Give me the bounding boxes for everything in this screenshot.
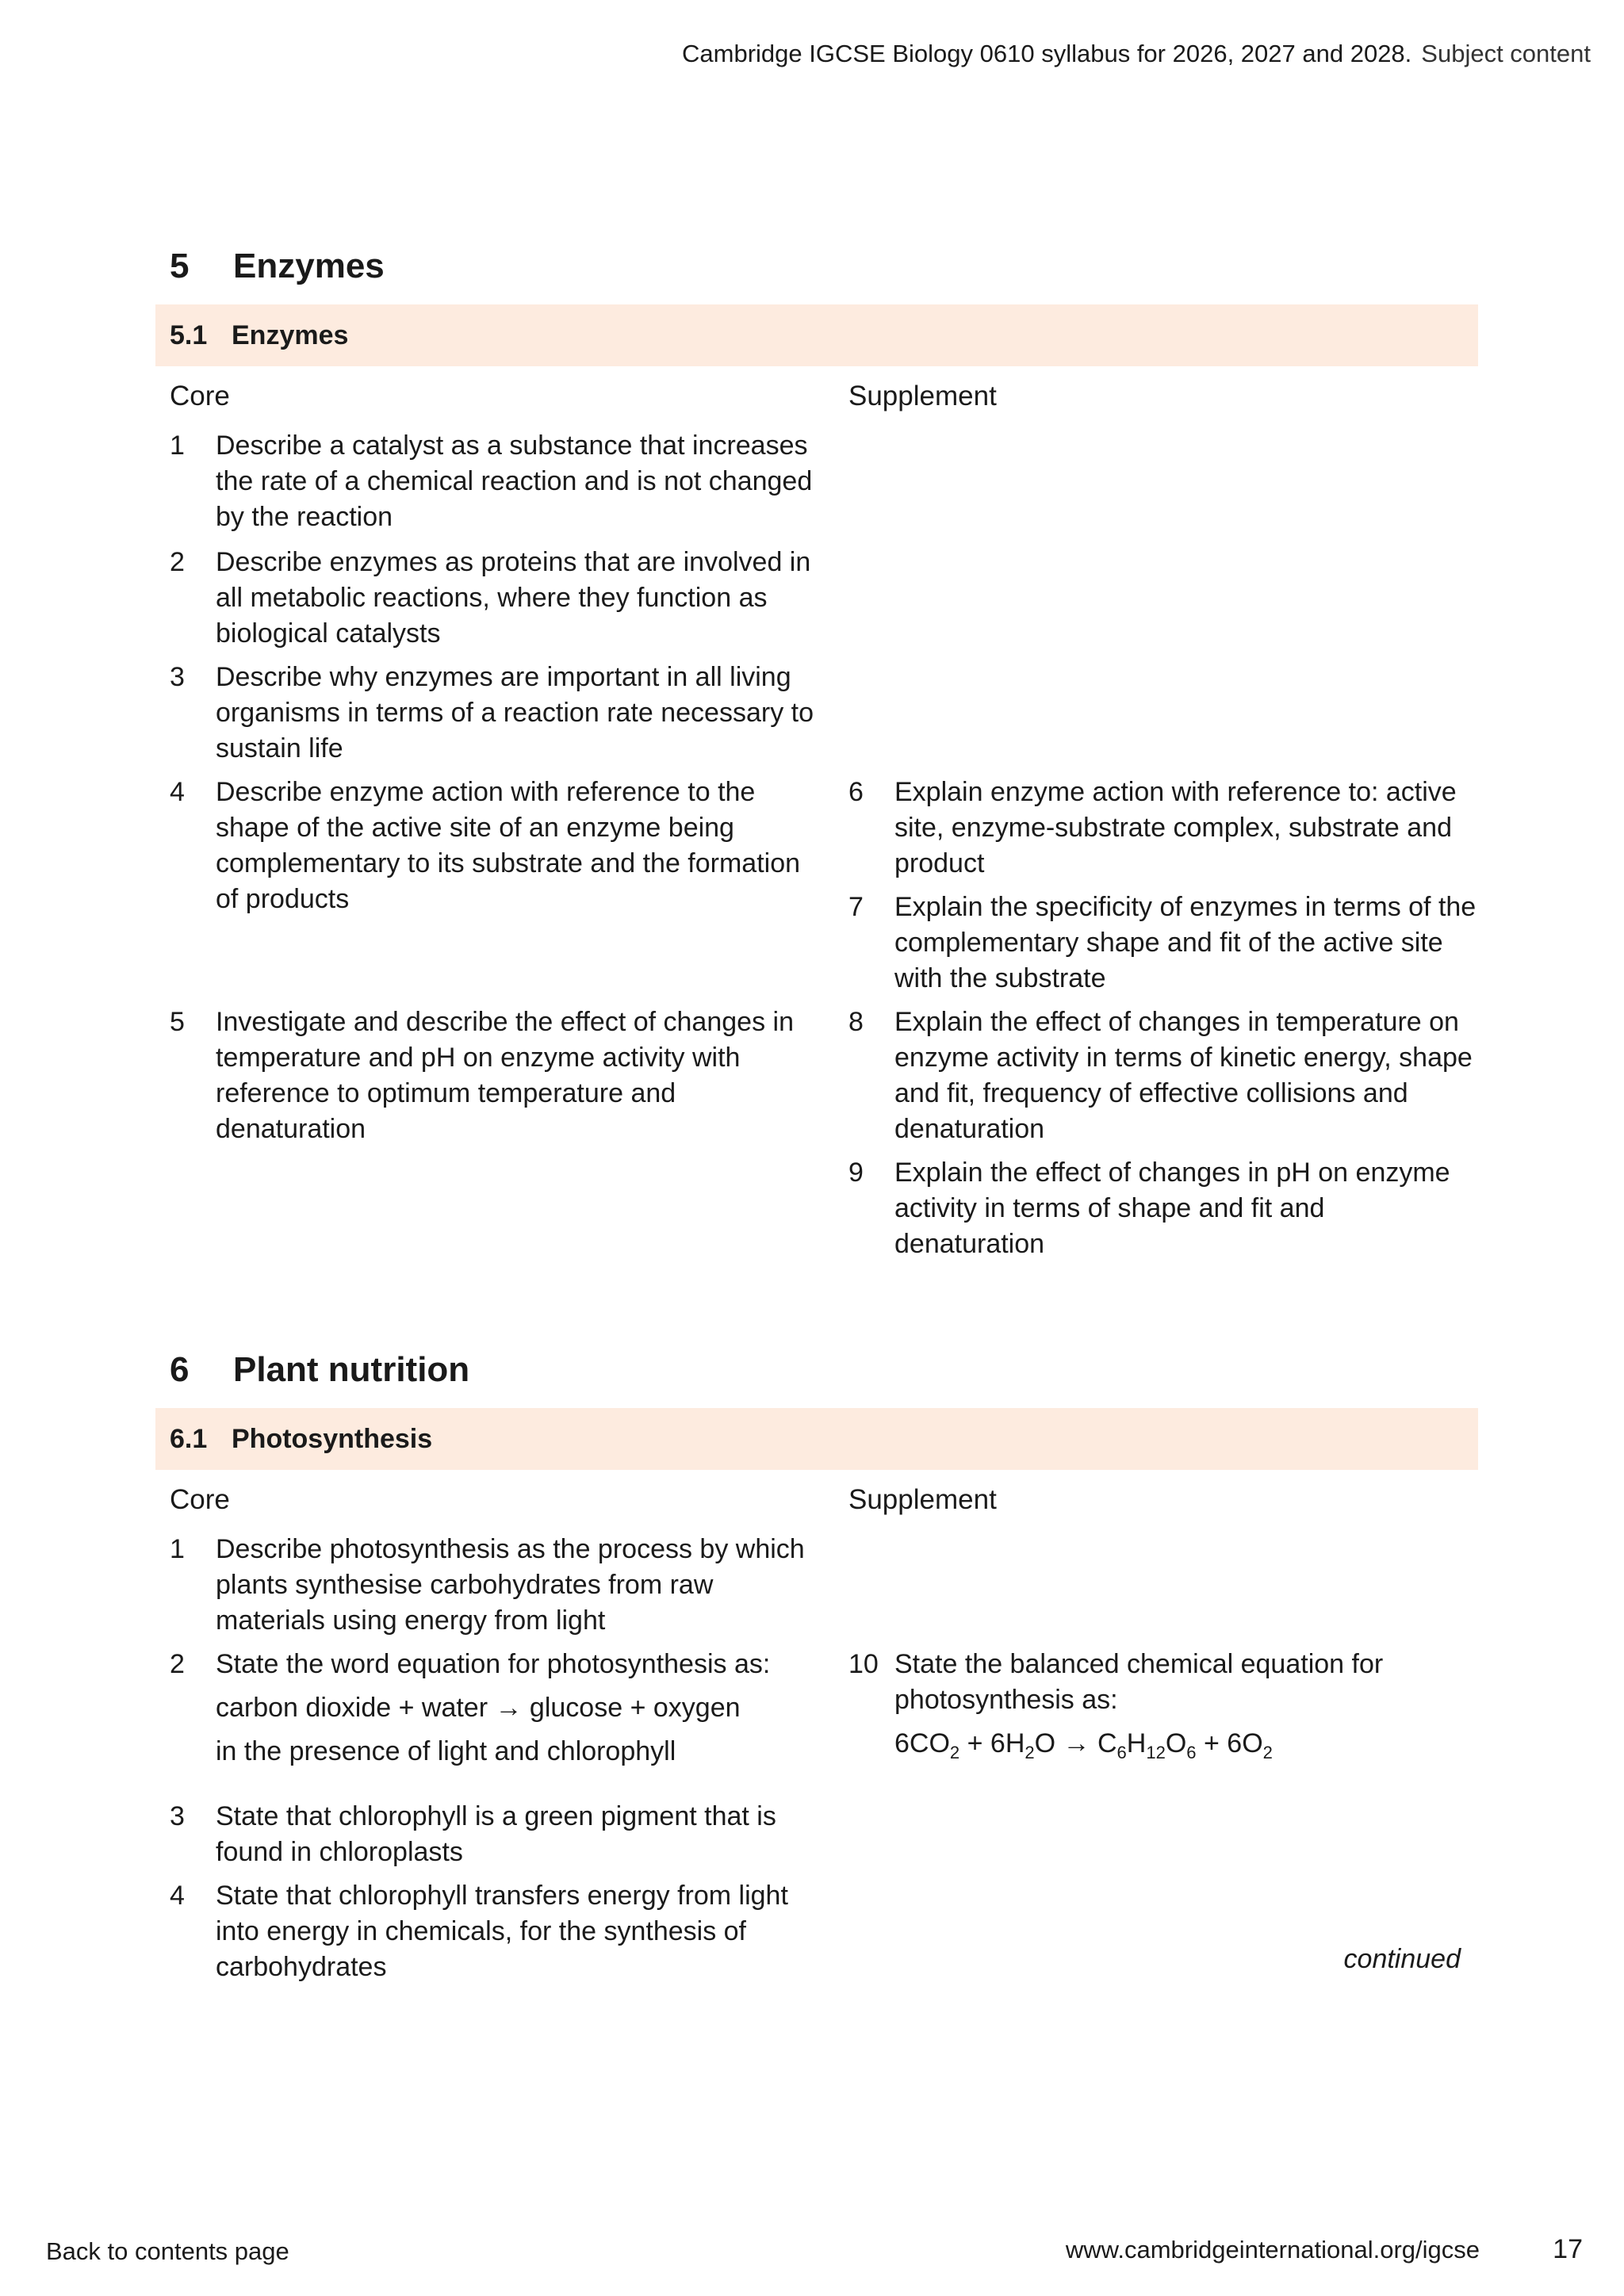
objective-text: Describe enzyme action with reference to the shape of the active site of an enzyme being complementary to its substrate and the formation of products [216, 777, 801, 914]
objective-number: 4 [170, 1881, 185, 1911]
objective-text: Describe a catalyst as a substance that increases the rate of a chemical reaction and is not changed by the reaction [216, 430, 813, 532]
objective-text: Describe enzymes as proteins that are involved in all metabolic reactions, where they function as biological catalysts [216, 547, 811, 649]
objective-text: Describe why enzymes are important in all living organisms in terms of a reaction rate necessary to sustain life [216, 662, 814, 763]
objective-text: Investigate and describe the effect of changes in temperature and pH on enzyme activity with reference to optimum temperature and denaturation [216, 1007, 794, 1144]
section-enzymes [155, 243, 1478, 1259]
objective-number: 4 [170, 777, 185, 807]
page-number: 17 [1553, 2234, 1583, 2264]
objective-text: State that chlorophyll is a green pigment that is found in chloroplasts [216, 1801, 776, 1867]
running-header [682, 40, 1591, 68]
objective-number: 6 [848, 777, 864, 807]
website-url[interactable]: www.cambridgeinternational.org/igcse [1065, 2236, 1480, 2263]
topic-title: Photosynthesis [232, 1424, 433, 1454]
objective-number: 7 [848, 892, 864, 922]
section-heading [155, 1346, 1478, 1394]
topic-heading-bar [155, 1408, 1478, 1470]
section-number: 5 [170, 247, 190, 285]
core-column-heading: Core [170, 1484, 230, 1515]
section-heading [155, 243, 1478, 290]
objective-text: Explain the specificity of enzymes in terms of the complementary shape and fit of the active site with the substrate [894, 892, 1477, 993]
supplement-column-heading: Supplement [848, 381, 997, 411]
objective-number: 9 [848, 1158, 864, 1188]
balanced-chemical-equation: $6CO_2 + 6H_2O \to C_6H_{12}O_6 + 6O_2$ [894, 1728, 1273, 1762]
topic-title: Enzymes [232, 320, 349, 350]
word-equation: carbon dioxide + water → glucose + oxygen [216, 1693, 741, 1723]
objective-number: 2 [170, 1649, 185, 1679]
objective-number: 10 [848, 1649, 879, 1679]
objective-text: Explain the effect of changes in temperature on enzyme activity in terms of kinetic energy, shape and fit, frequency of effective collisions and denaturation [894, 1007, 1473, 1144]
objective-text: State that chlorophyll transfers energy from light into energy in chemicals, for the synthesis of carbohydrates [216, 1881, 788, 1982]
column-headings [155, 1484, 1478, 1532]
objective-number: 2 [170, 547, 185, 577]
back-to-contents-link[interactable]: Back to contents page [46, 2237, 289, 2265]
objective-text: Describe photosynthesis as the process by which plants synthesise carbohydrates from raw materials using energy from light [216, 1534, 805, 1636]
topic-number: 5.1 [170, 320, 208, 350]
objective-text: Explain the effect of changes in pH on enzyme activity in terms of shape and fit and denaturation [894, 1158, 1450, 1259]
header-section-name: Subject content [1421, 40, 1591, 67]
objective-text: State the balanced chemical equation for photosynthesis as: [894, 1649, 1384, 1715]
topic-heading-bar [155, 304, 1478, 366]
topic-number: 6.1 [170, 1424, 208, 1454]
section-number: 6 [170, 1350, 190, 1389]
equation-condition: in the presence of light and chlorophyll [216, 1736, 676, 1766]
section-title: Plant nutrition [233, 1350, 470, 1389]
core-column-heading: Core [170, 381, 230, 411]
objective-text: State the word equation for photosynthesis as: [216, 1649, 771, 1679]
continued-label: continued [1343, 1944, 1461, 1974]
section-title: Enzymes [233, 247, 385, 285]
objective-number: 1 [170, 430, 185, 461]
objective-number: 5 [170, 1007, 185, 1037]
objective-text: Explain enzyme action with reference to: active site, enzyme-substrate complex, substrate and product [894, 777, 1457, 878]
objective-text-block [216, 1647, 818, 1770]
objective-text-block [894, 1647, 1481, 1762]
objective-number: 1 [170, 1534, 185, 1564]
objective-number: 8 [848, 1007, 864, 1037]
objective-number: 3 [170, 1801, 185, 1831]
document-title: Cambridge IGCSE Biology 0610 syllabus for 2026, 2027 and 2028. [682, 40, 1412, 67]
column-headings [155, 381, 1478, 428]
objective-number: 3 [170, 662, 185, 692]
supplement-column-heading: Supplement [848, 1484, 997, 1515]
